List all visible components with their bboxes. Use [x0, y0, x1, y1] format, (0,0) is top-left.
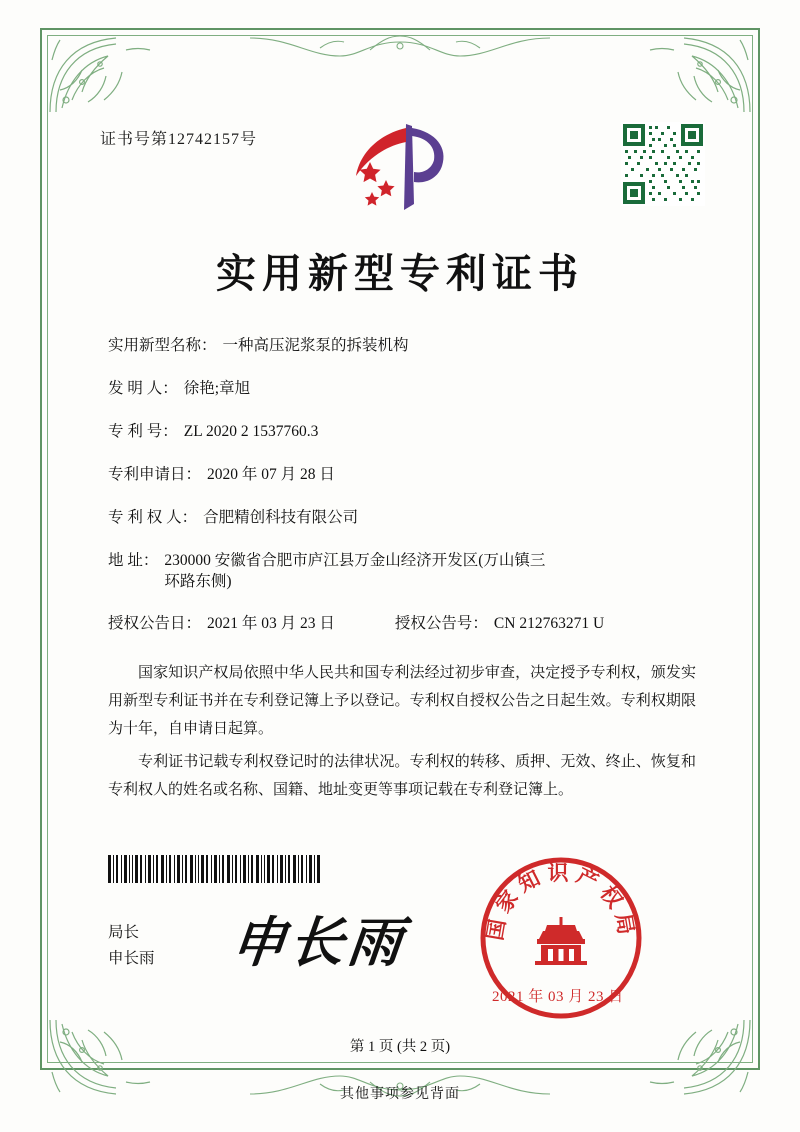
qr-code — [621, 122, 705, 206]
field-row-grant — [108, 614, 698, 635]
grant-number-value: CN 212763271 U — [493, 615, 605, 633]
field-value: ZL 2020 2 1537760.3 — [183, 422, 319, 440]
field-row-inventor — [108, 379, 698, 400]
field-label: 专 利 权 人： — [108, 508, 198, 526]
page-number: 第 1 页 (共 2 页) — [349, 1039, 451, 1055]
cnipa-logo-icon — [350, 118, 460, 218]
field-value: 徐艳;章旭 — [183, 379, 251, 397]
body-text — [108, 660, 696, 811]
signature-role: 局长 — [108, 924, 140, 941]
seal-date: 2021 年 03 月 23 日 — [492, 989, 624, 1005]
field-label: 地 址： — [108, 551, 159, 569]
field-label: 发 明 人： — [108, 379, 178, 397]
field-row-patent-number — [108, 422, 698, 443]
address-line-1: 230000 安徽省合肥市庐江县万金山经济开发区(万山镇三 — [164, 551, 546, 569]
barcode — [108, 855, 320, 883]
field-value: 一种高压泥浆泵的拆装机构 — [222, 337, 409, 354]
grant-number-label: 授权公告号： — [394, 615, 488, 633]
paragraph-1: 国家知识产权局依照中华人民共和国专利法经过初步审查，决定授予专利权，颁发实用新型专利证书并在专利登记簿上予以登记。专利权自授权公告之日起生效。专利权期限为十年，自申请日起算。 — [108, 665, 696, 737]
field-label: 专 利 号： — [108, 422, 178, 440]
field-row-patentee — [108, 508, 698, 529]
address-line-2: 环路东侧) — [164, 572, 232, 590]
field-row-application-date — [108, 465, 698, 486]
grant-date-value: 2021 年 03 月 23 日 — [207, 615, 335, 633]
field-value — [164, 551, 545, 593]
svg-text:国家知识产权局: 国家知识产权局 — [482, 861, 640, 943]
footer-note: 其他事项参见背面 — [340, 1087, 460, 1102]
field-value: 2020 年 07 月 28 日 — [207, 465, 335, 483]
field-list — [108, 336, 698, 653]
handwritten-signature: 申长雨 — [228, 910, 409, 974]
field-label: 实用新型名称： — [108, 337, 217, 354]
top-edge-ornament-icon — [250, 30, 550, 70]
field-row-address — [108, 551, 698, 593]
grant-date-label: 授权公告日： — [108, 615, 202, 633]
corner-ornament-icon — [42, 30, 162, 120]
corner-ornament-icon — [638, 30, 758, 120]
signature-name: 申长雨 — [108, 950, 155, 968]
paragraph-2: 专利证书记载专利权登记时的法律状况。专利权的转移、质押、无效、终止、恢复和专利权人的姓名或名称、国籍、地址变更等事项记载在专利登记簿上。 — [108, 754, 696, 798]
field-label: 专利申请日： — [108, 465, 202, 483]
field-value: 合肥精创科技有限公司 — [203, 508, 359, 526]
signature-block — [108, 920, 155, 973]
certificate-number: 证书号第12742157号 — [100, 131, 258, 148]
page-title: 实用新型专利证书 — [216, 251, 584, 297]
field-row-name — [108, 336, 698, 357]
